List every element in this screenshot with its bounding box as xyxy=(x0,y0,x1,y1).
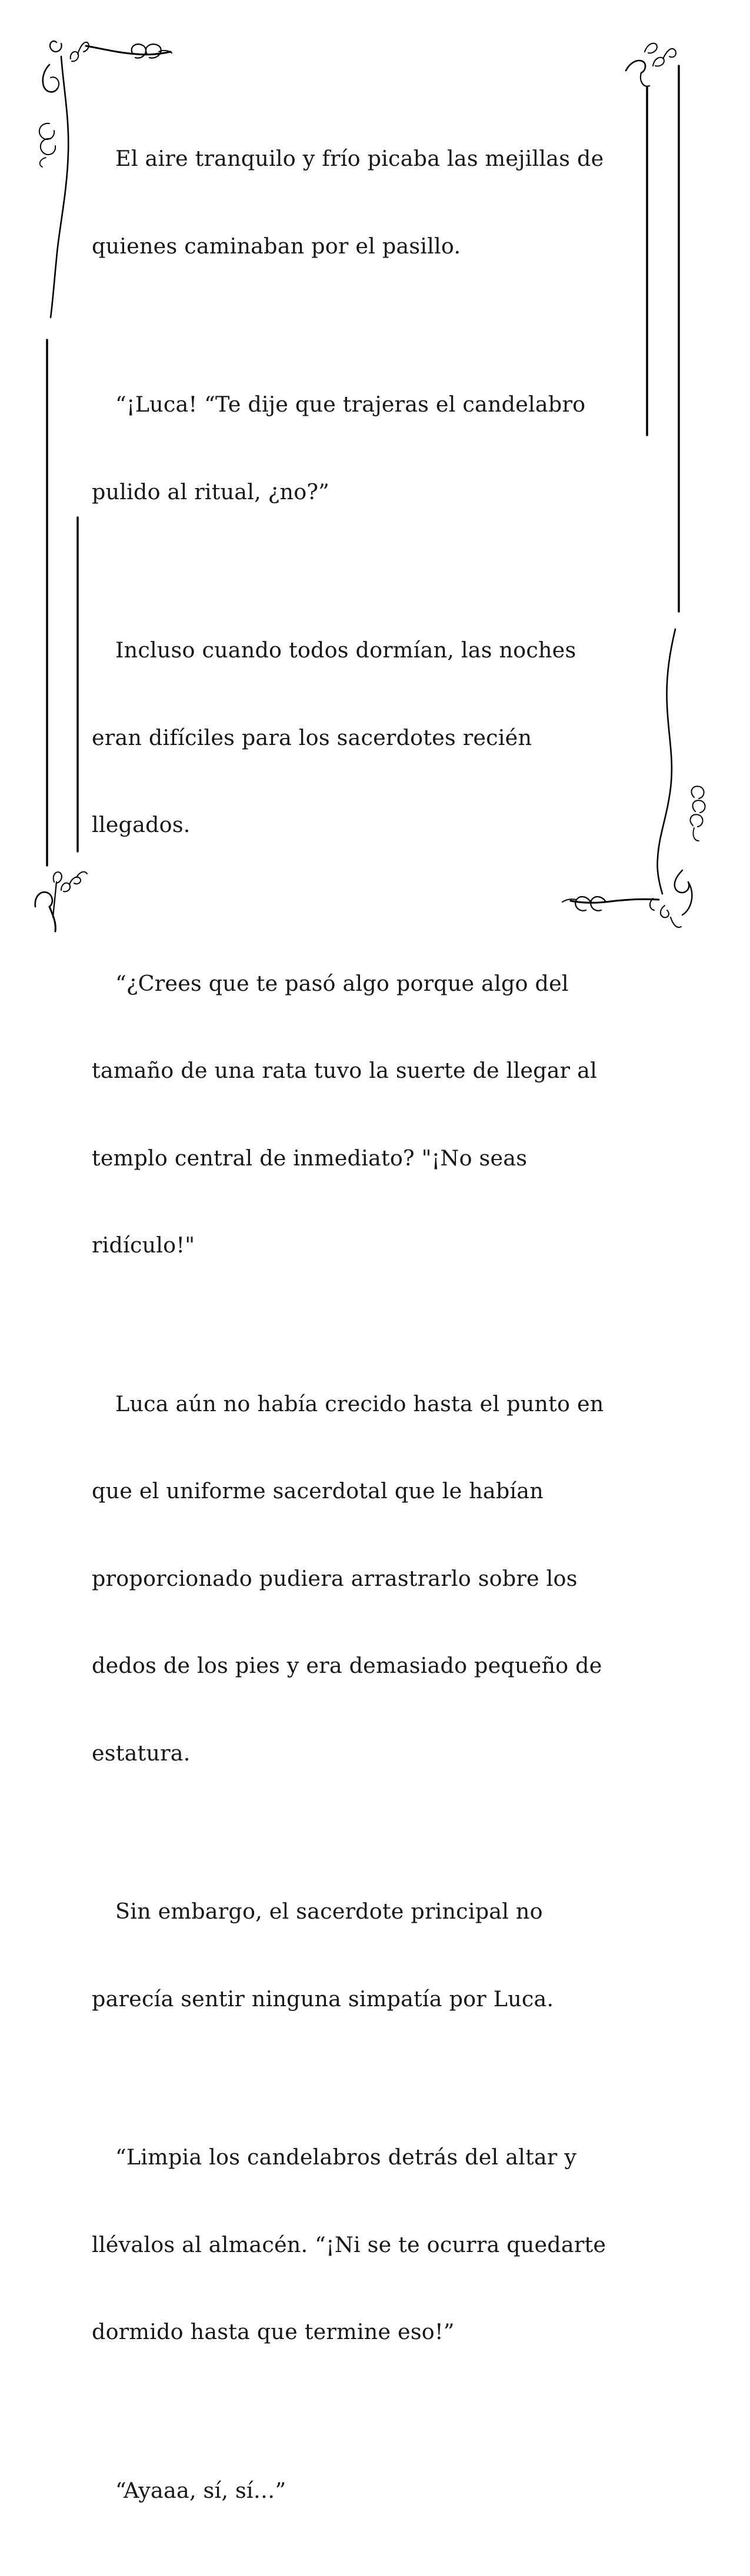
text-line: dedos de los pies y era demasiado pequeño de xyxy=(92,1653,602,1678)
text-line: tamaño de una rata tuvo la suerte de llegar al xyxy=(92,1058,597,1083)
text-line: que el uniforme sacerdotal que le habían xyxy=(92,1478,544,1503)
text-line: parecía sentir ninguna simpatía por Luca. xyxy=(92,1986,554,2012)
text-line: pulido al ritual, ¿no?” xyxy=(92,479,330,504)
text-line: Incluso cuando todos dormían, las noches xyxy=(115,637,576,663)
paragraph-4 xyxy=(92,911,633,1318)
text-line: eran difíciles para los sacerdotes recién xyxy=(92,724,532,750)
top-right-flourish-icon xyxy=(626,44,679,612)
text-line: ridículo!" xyxy=(92,1232,195,1258)
text-line: “¡Luca! “Te dije que trajeras el candelabro xyxy=(115,392,586,417)
text-line: dormido hasta que termine eso!” xyxy=(92,2319,455,2344)
text-line: proporcionado pudiera arrastrarlo sobre los xyxy=(92,1565,578,1591)
paragraph-7 xyxy=(92,2084,633,2405)
text-line: templo central de inmediato? "¡No seas xyxy=(92,1145,528,1171)
text-line: Luca aún no había crecido hasta el punto en xyxy=(115,1391,604,1416)
paragraph-6 xyxy=(92,1839,633,2072)
text-line: quienes caminaban por el pasillo. xyxy=(92,233,461,259)
text-line: El aire tranquilo y frío picaba las mejillas de xyxy=(115,146,604,171)
text-line: “¿Crees que te pasó algo porque algo del xyxy=(115,970,569,996)
paragraph-2 xyxy=(92,332,633,564)
paragraph-8 xyxy=(104,2418,633,2564)
paragraph-1 xyxy=(92,86,633,319)
paragraph-5 xyxy=(92,1331,633,1826)
text-line: estatura. xyxy=(92,1740,191,1766)
text-line: “Ayaaa, sí, sí…” xyxy=(115,2477,286,2503)
paragraph-3 xyxy=(92,577,633,898)
text-line: llévalos al almacén. “¡Ni se te ocurra quedarte xyxy=(92,2231,606,2257)
text-line: “Limpia los candelabros detrás del altar y xyxy=(115,2144,577,2170)
text-line: Sin embargo, el sacerdote principal no xyxy=(115,1899,543,1924)
left-border-lines xyxy=(47,340,78,866)
text-line: llegados. xyxy=(92,812,191,837)
bottom-left-flourish-icon xyxy=(35,872,87,931)
story-text xyxy=(92,86,633,2576)
